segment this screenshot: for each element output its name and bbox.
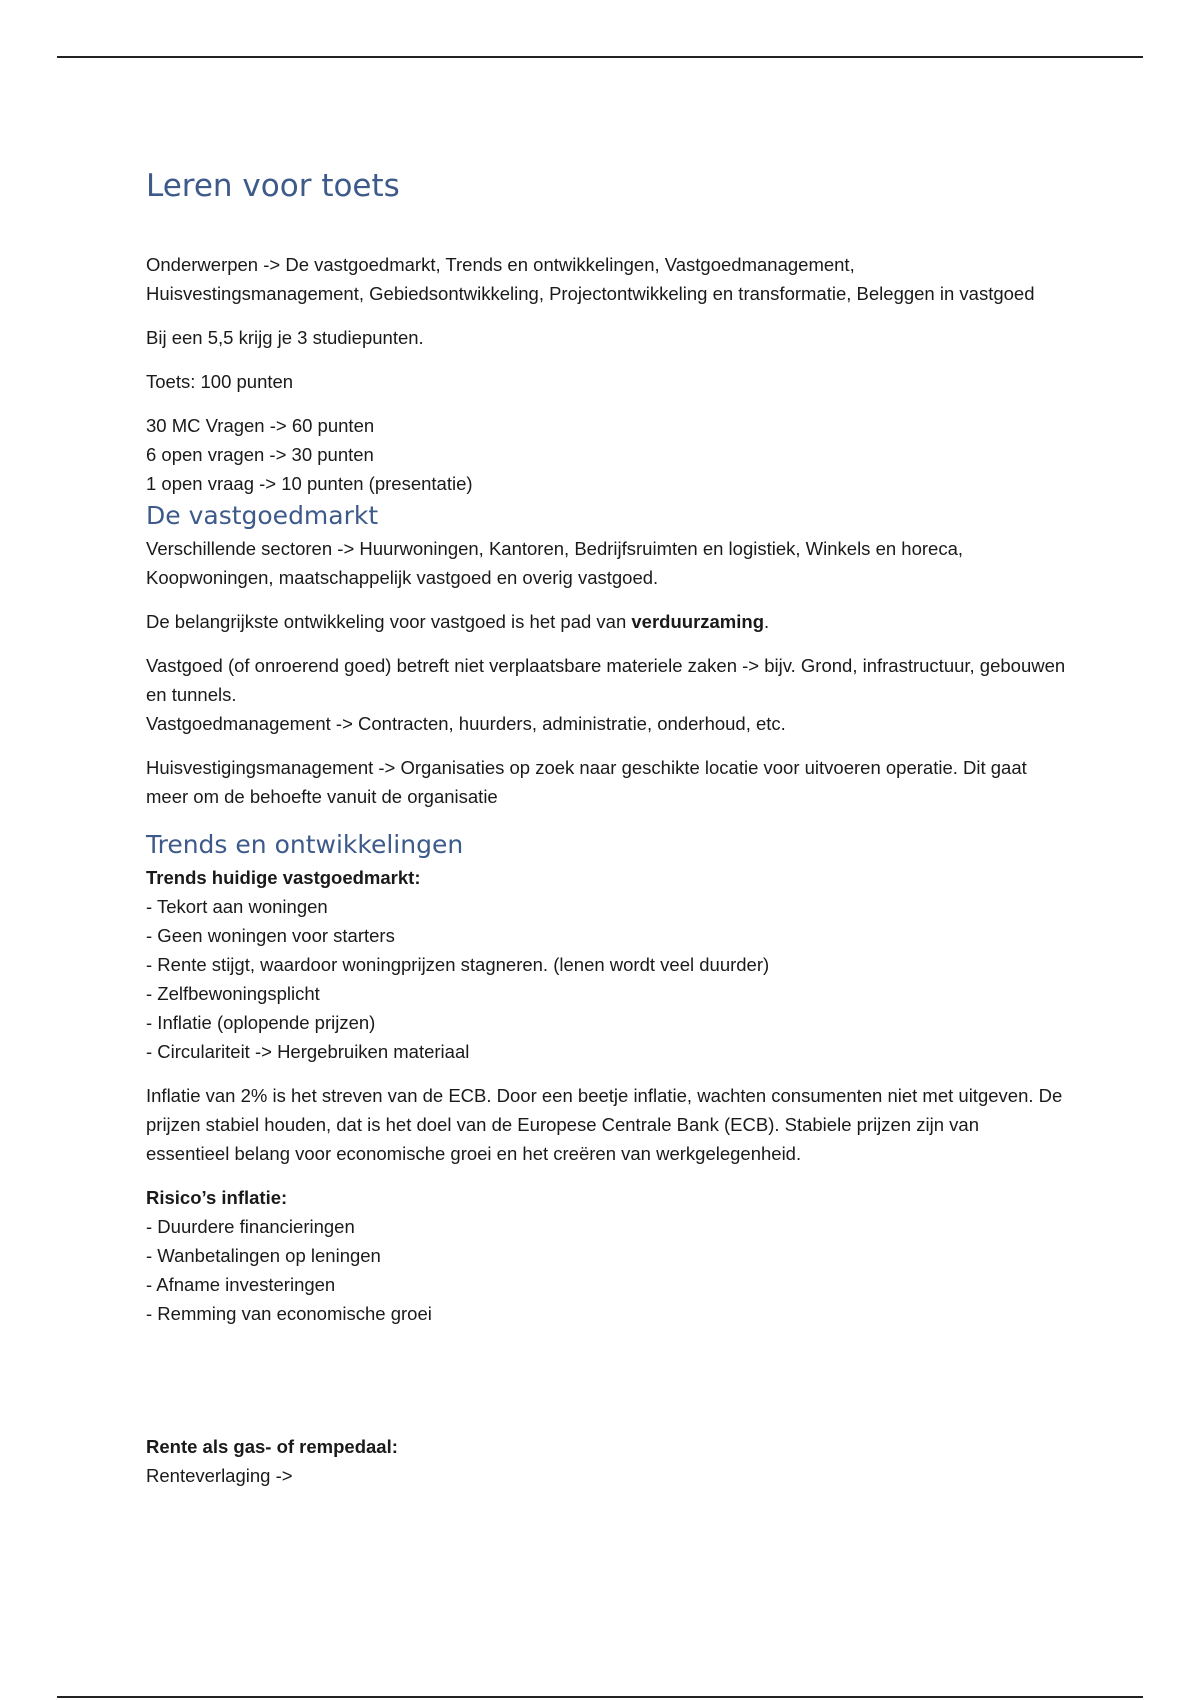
section-heading-vastgoedmarkt: De vastgoedmarkt xyxy=(146,501,379,530)
housing-paragraph: Huisvestigingsmanagement -> Organisaties op zoek naar geschikte locatie voor uitvoeren operatie. Dit gaat meer om de behoefte vanuit de organisatie xyxy=(146,757,1027,807)
trends-list xyxy=(146,863,1066,1066)
list-item: - Duurdere financieringen xyxy=(146,1216,355,1237)
risks-list xyxy=(146,1183,1066,1328)
list-item: - Rente stijgt, waardoor woningprijzen stagneren. (lenen wordt veel duurder) xyxy=(146,954,770,975)
rate-text: Renteverlaging -> xyxy=(146,1465,293,1486)
definition-text: Vastgoed (of onroerend goed) betreft niet verplaatsbare materiele zaken -> bijv. Grond, infrastructuur, gebouwen en tunnels. xyxy=(146,655,1066,705)
development-emphasis: verduurzaming xyxy=(631,611,764,632)
credits-paragraph: Bij een 5,5 krijg je 3 studiepunten. xyxy=(146,327,424,348)
topics-paragraph: Onderwerpen -> De vastgoedmarkt, Trends en ontwikkelingen, Vastgoedmanagement, Huisvestingsmanagement, Gebiedsontwikkeling, Projectontwikkeling en transformatie, Beleggen in vastgoed xyxy=(146,254,1035,304)
development-text: De belangrijkste ontwikkeling voor vastgoed is het pad van xyxy=(146,611,632,632)
list-item: - Wanbetalingen op leningen xyxy=(146,1245,381,1266)
risks-title: Risico’s inflatie: xyxy=(146,1187,288,1208)
list-item: - Zelfbewoningsplicht xyxy=(146,983,320,1004)
breakdown-line: 6 open vragen -> 30 punten xyxy=(146,444,374,465)
development-end: . xyxy=(764,611,770,632)
rate-title: Rente als gas- of rempedaal: xyxy=(146,1436,398,1457)
development-paragraph xyxy=(146,607,1066,636)
list-item: - Tekort aan woningen xyxy=(146,896,328,917)
list-item: - Afname investeringen xyxy=(146,1274,336,1295)
definition-paragraph xyxy=(146,651,1066,738)
document-body xyxy=(146,164,1066,1490)
header-rule xyxy=(57,56,1143,58)
list-item: - Inflatie (oplopende prijzen) xyxy=(146,1012,376,1033)
list-item: - Circulariteit -> Hergebruiken materiaal xyxy=(146,1041,470,1062)
test-paragraph: Toets: 100 punten xyxy=(146,371,294,392)
list-item: - Geen woningen voor starters xyxy=(146,925,395,946)
section-heading-trends: Trends en ontwikkelingen xyxy=(146,830,464,859)
breakdown-line: 1 open vraag -> 10 punten (presentatie) xyxy=(146,473,473,494)
document-title: Leren voor toets xyxy=(146,168,400,204)
management-text: Vastgoedmanagement -> Contracten, huurders, administratie, onderhoud, etc. xyxy=(146,713,786,734)
blank-space xyxy=(146,1328,1066,1432)
rate-paragraph xyxy=(146,1432,1066,1490)
breakdown-line: 30 MC Vragen -> 60 punten xyxy=(146,415,375,436)
inflation-paragraph: Inflatie van 2% is het streven van de ECB. Door een beetje inflatie, wachten consumenten niet met uitgeven. De prijzen stabiel houden, dat is het doel van de Europese Centrale Bank (ECB). Stabiele prijzen zijn van essentieel belang voor economische groei en het creëren van werkgelegenheid. xyxy=(146,1085,1063,1164)
points-breakdown xyxy=(146,411,1066,498)
footer-rule xyxy=(57,1696,1143,1698)
list-item: - Remming van economische groei xyxy=(146,1303,432,1324)
sectors-paragraph: Verschillende sectoren -> Huurwoningen, Kantoren, Bedrijfsruimten en logistiek, Winkels en horeca, Koopwoningen, maatschappelijk vastgoed en overig vastgoed. xyxy=(146,538,963,588)
trends-title: Trends huidige vastgoedmarkt: xyxy=(146,867,421,888)
